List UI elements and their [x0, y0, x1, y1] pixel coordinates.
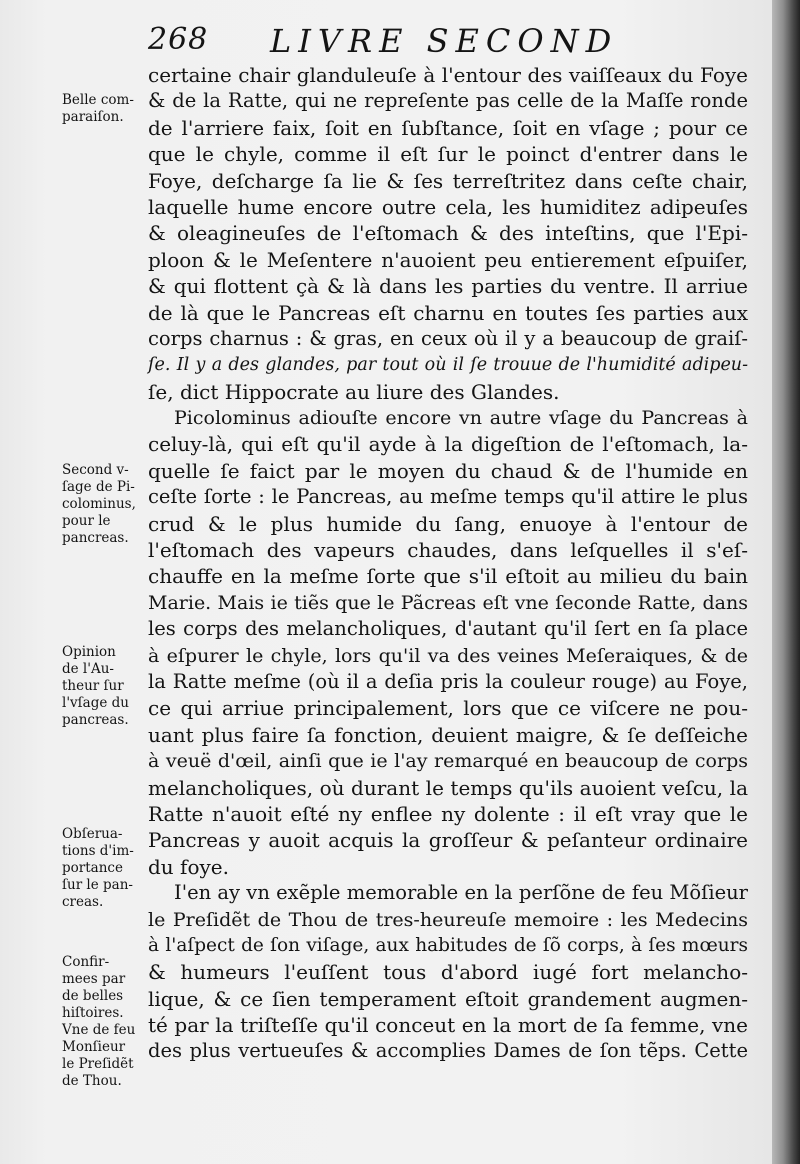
body-line: à veuë d'œil, ainſi que ie l'ay remarqué en beaucoup de corps	[148, 750, 748, 773]
body-line: de l'arriere faix, ſoit en ſubſtance, ſoit en vſage ; pour ce	[148, 115, 748, 140]
margin-note-line: hiſtoires.	[62, 1005, 124, 1021]
margin-note-line: creas.	[62, 894, 104, 910]
body-line-citation: ſe, dict Hippocrate au liure des Glandes.	[148, 379, 560, 404]
margin-note	[62, 462, 152, 547]
margin-note-line: tions d'im-	[62, 843, 134, 859]
body-line: quelle ſe faict par le moyen du chaud & de l'humide en	[148, 458, 748, 483]
margin-note-line: de Thou.	[62, 1073, 122, 1089]
body-line-paragraph-start: I'en ay vn exẽple memorable en la perſõne de feu Mõſieur	[174, 881, 748, 905]
body-line: & de la Ratte, qui ne repreſente pas celle de la Maſſe ronde	[148, 89, 748, 113]
page-binding-edge	[772, 0, 800, 1164]
margin-note-line: Belle com-	[62, 92, 134, 108]
margin-note-line: theur ſur	[62, 678, 124, 694]
body-text	[148, 62, 748, 1065]
body-line: de là que le Pancreas eſt charnu en toutes ſes parties aux	[148, 300, 748, 325]
body-line-quotation: ſe. Il y a des glandes, par tout où il ſe trouue de l'humidité adipeu-	[148, 355, 748, 376]
body-line: Pancreas y auoit acquis la groſſeur & peſanteur ordinaire	[148, 828, 748, 853]
margin-note-line: Opinion	[62, 644, 116, 660]
margin-note-line: pour le	[62, 513, 111, 529]
margin-note-line: pancreas.	[62, 530, 129, 546]
margin-note	[62, 826, 152, 911]
body-line: certaine chair glanduleuſe à l'entour des vaiſſeaux du Foye	[148, 63, 748, 87]
body-line: melancholiques, où durant le temps qu'ils auoient veſcu, la	[148, 775, 748, 800]
margin-note	[62, 92, 152, 126]
body-line: ceſte ſorte : le Pancreas, au meſme temps qu'il attire le plus	[148, 485, 748, 509]
body-line: ce qui arriue principalement, lors que ce viſcere ne pou-	[148, 696, 748, 721]
body-line: corps charnus : & gras, en ceux où il y a beaucoup de graiſ-	[148, 326, 748, 350]
body-line: les corps des melancholiques, d'autant qu'il ſert en ſa place	[148, 617, 748, 641]
page-number: 268	[148, 22, 209, 57]
body-line: lique, & ce ſien temperament eſtoit grandement augmen-	[148, 986, 748, 1011]
body-line: crud & le plus humide du ſang, enuoye à l'entour de	[148, 511, 748, 536]
margin-note-line: de belles	[62, 988, 124, 1004]
body-line: des plus vertueuſes & accomplies Dames de ſon tẽps. Cette	[148, 1039, 748, 1063]
margin-note-line: de l'Au-	[62, 661, 114, 677]
body-line: que le chyle, comme il eſt ſur le poinct d'entrer dans le	[148, 142, 748, 167]
margin-note	[62, 644, 152, 729]
body-line: l'eſtomach des vapeurs chaudes, dans leſquelles il s'eſ-	[148, 538, 748, 563]
margin-note-line: colominus,	[62, 496, 136, 512]
margin-note-line: Monſieur	[62, 1039, 126, 1055]
body-line: laquelle hume encore outre cela, les humiditez adipeuſes	[148, 194, 748, 219]
margin-note-line: Vne de feu	[62, 1022, 136, 1038]
body-line: chauffe en la meſme ſorte que s'il eſtoit au milieu du bain	[148, 564, 748, 589]
body-line: à l'aſpect de ſon viſage, aux habitudes de ſõ corps, à ſes mœurs	[148, 934, 748, 956]
margin-note-line: ſage de Pi-	[62, 479, 135, 495]
body-line: Marie. Mais ie tiẽs que le Pãcreas eſt vne ſeconde Ratte, dans	[148, 591, 748, 614]
margin-note-line: Obſerua-	[62, 826, 123, 842]
body-line: & oleagineuſes de l'eſtomach & des inteſtins, que l'Epi-	[148, 221, 748, 246]
body-line-paragraph-start: Picolominus adiouſte encore vn autre vſage du Pancreas à	[174, 407, 748, 430]
margin-note-line: l'vſage du	[62, 695, 129, 711]
body-line: à eſpurer le chyle, lors qu'il va des veines Meſeraiques, & de	[148, 644, 748, 667]
margin-note-line: ſur le pan-	[62, 877, 133, 893]
body-line: & qui flottent çà & là dans les parties du ventre. Il arriue	[148, 274, 748, 299]
margin-note-line: paraiſon.	[62, 109, 124, 125]
margin-note	[62, 954, 152, 1090]
body-line: uant plus faire ſa fonction, deuient maigre, & ſe deſſeiche	[148, 722, 748, 747]
margin-note-line: le Preſidẽt	[62, 1056, 134, 1072]
margin-note-line: portance	[62, 860, 123, 876]
body-line: celuy-là, qui eſt qu'il ayde à la digeſtion de l'eſtomach, la-	[148, 432, 748, 457]
body-line: ploon & le Meſentere n'auoient peu entierement eſpuiſer,	[148, 247, 748, 272]
margin-note-line: pancreas.	[62, 712, 129, 728]
margin-note-line: mees par	[62, 971, 126, 987]
running-title: LIVRE SECOND	[270, 22, 619, 60]
body-line: le Preſidẽt de Thou de tres-heureuſe memoire : les Medecins	[148, 908, 748, 931]
body-line: Ratte n'auoit eſté ny enflee ny dolente : il eſt vray que le	[148, 801, 748, 826]
body-line: Foye, deſcharge ſa lie & ſes terreſtritez dans ceſte chair,	[148, 168, 748, 193]
margin-note-line: Second v-	[62, 462, 129, 478]
body-line: la Ratte meſme (où il a deſia pris la couleur rouge) au Foye,	[148, 669, 748, 693]
body-line: té par la triſteſſe qu'il conceut en la mort de ſa femme, vne	[148, 1013, 748, 1038]
body-line: & humeurs l'euſſent tous d'abord iugé fort melancho-	[148, 960, 748, 985]
body-line: du foye.	[148, 854, 229, 879]
page-header	[148, 22, 628, 62]
margin-note-line: Confir-	[62, 954, 110, 970]
